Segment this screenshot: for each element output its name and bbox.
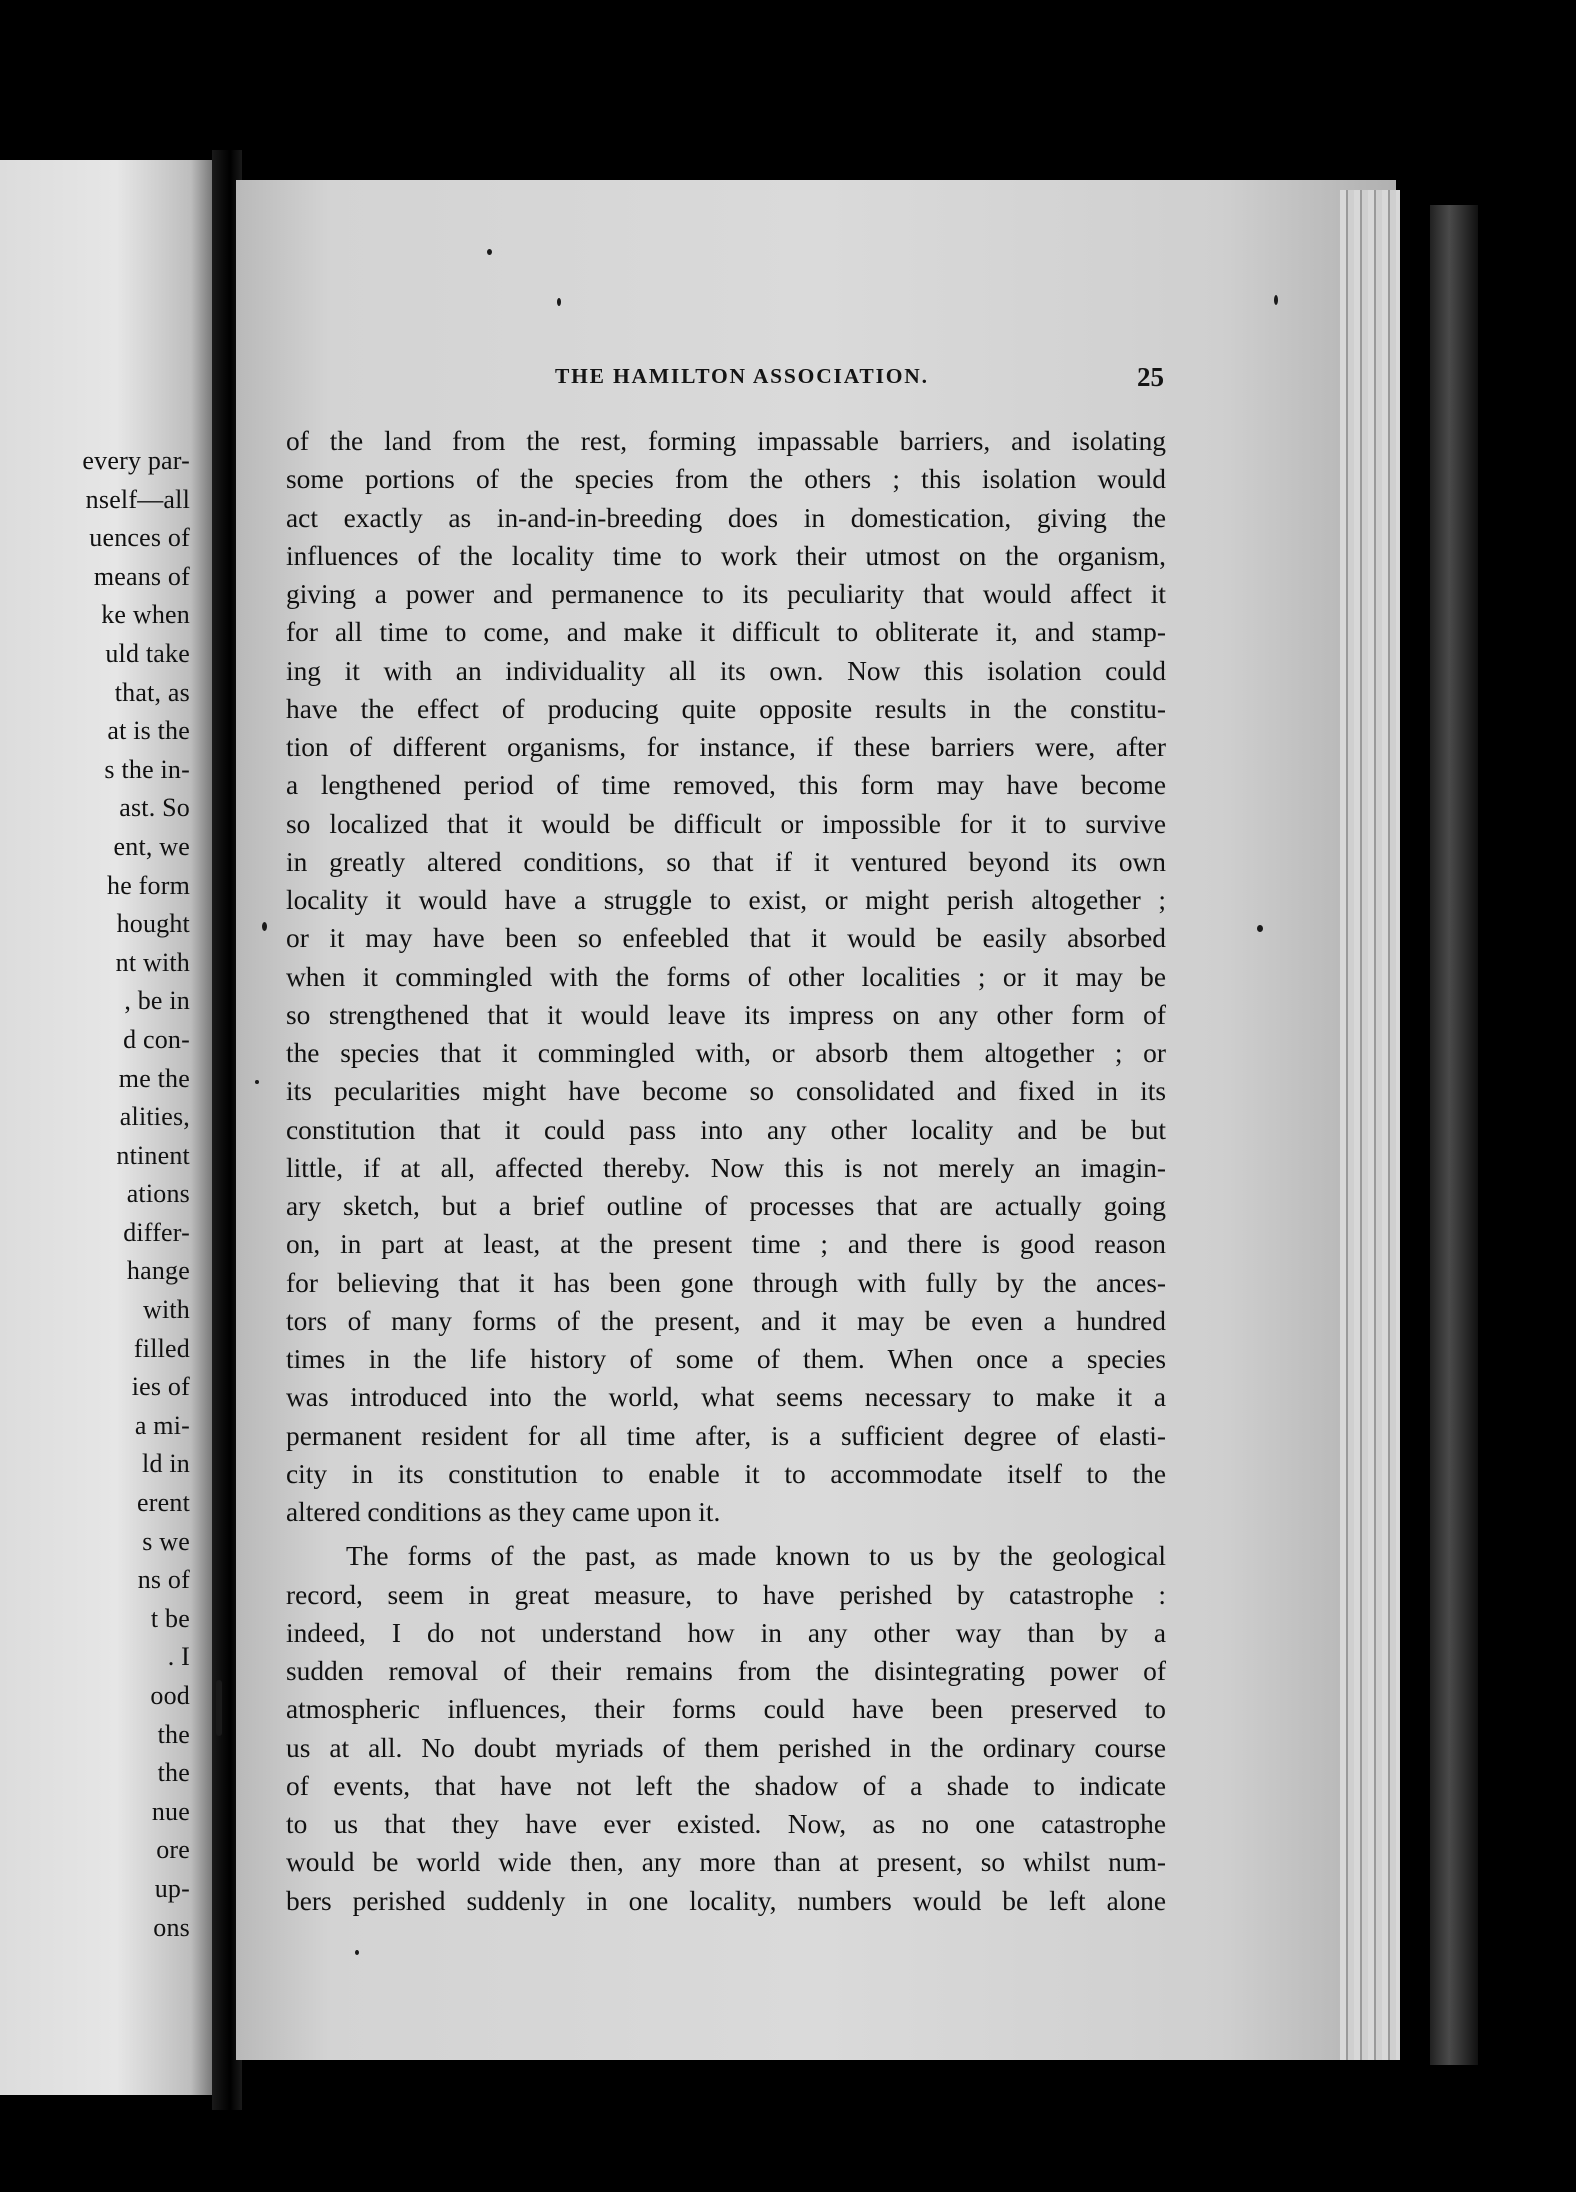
body-line: city in its constitution to enable it to accommodate itself to the xyxy=(286,1458,1166,1489)
left-text-line: the xyxy=(157,1719,190,1749)
body-line: so strengthened that it would leave its impress on any other form of xyxy=(286,999,1166,1030)
left-text-line: s the in- xyxy=(104,754,190,784)
scan-speck xyxy=(557,298,561,306)
left-text-line: means of xyxy=(93,561,190,591)
left-text-line: ld in xyxy=(142,1449,190,1479)
right-page-shadow xyxy=(1430,205,1478,2065)
body-line: the species that it commingled with, or absorb them altogether ; or xyxy=(286,1038,1166,1068)
left-text-line: with xyxy=(142,1295,190,1325)
scan-speck xyxy=(255,1080,259,1084)
scan-speck xyxy=(216,1680,222,1736)
running-head: THE HAMILTON ASSOCIATION. xyxy=(555,364,929,388)
body-line: ing it with an individuality all its own. Now this isolation could xyxy=(286,655,1166,686)
left-text-line: me the xyxy=(118,1063,190,1093)
scan-speck xyxy=(262,922,267,931)
body-line: atmospheric influences, their forms could have been preserved to xyxy=(286,1694,1166,1725)
left-text-line: nself—all xyxy=(85,484,190,514)
left-text-line: ent, we xyxy=(113,831,190,861)
left-text-line: d con- xyxy=(123,1024,190,1054)
body-text xyxy=(286,422,1166,1920)
left-text-line: ntinent xyxy=(116,1140,190,1170)
body-line: so localized that it would be difficult or impossible for it to survive xyxy=(286,808,1166,839)
body-line: The forms of the past, as made known to us by the geological xyxy=(346,1541,1166,1572)
left-text-line: up- xyxy=(154,1873,190,1903)
body-line: of the land from the rest, forming impassable barriers, and isolating xyxy=(286,426,1166,456)
body-line: constitution that it could pass into any other locality and be but xyxy=(286,1114,1166,1145)
body-line: locality it would have a struggle to exist, or might perish altogether ; xyxy=(286,885,1166,915)
body-line: some portions of the species from the others ; this isolation would xyxy=(286,464,1166,495)
body-line: influences of the locality time to work their utmost on the organism, xyxy=(286,540,1166,571)
left-text-line: nt with xyxy=(115,947,190,977)
left-text-line: nue xyxy=(151,1796,190,1826)
scan-speck xyxy=(355,1950,359,1955)
body-line: or it may have been so enfeebled that it would be easily absorbed xyxy=(286,923,1166,954)
left-text-line: a mi- xyxy=(134,1410,190,1440)
body-line: tors of many forms of the present, and it may be even a hundred xyxy=(286,1305,1166,1336)
body-line: little, if at all, affected thereby. Now this is not merely an imagin- xyxy=(286,1152,1166,1183)
body-line: of events, that have not left the shadow of a shade to indicate xyxy=(286,1770,1166,1801)
left-text-line: ies of xyxy=(131,1372,190,1402)
body-line: its pecularities might have become so consolidated and fixed in its xyxy=(286,1076,1166,1107)
left-facing-page xyxy=(0,160,212,2095)
body-line: us at all. No doubt myriads of them perished in the ordinary course xyxy=(286,1732,1166,1763)
left-text-line: hought xyxy=(116,909,190,939)
left-text-line: ke when xyxy=(101,600,190,630)
body-line: bers perished suddenly in one locality, numbers would be left alone xyxy=(286,1885,1166,1916)
body-line: would be world wide then, any more than at present, so whilst num- xyxy=(286,1847,1166,1878)
left-text-line: every par- xyxy=(82,446,190,475)
body-line: a lengthened period of time removed, this form may have become xyxy=(286,770,1166,801)
body-line: on, in part at least, at the present time ; and there is good reason xyxy=(286,1229,1166,1260)
left-text-line: ood xyxy=(150,1681,190,1710)
page-number: 25 xyxy=(1137,362,1164,392)
body-line: for believing that it has been gone through with fully by the ances- xyxy=(286,1267,1166,1298)
left-text-line: erent xyxy=(137,1488,190,1518)
left-text-line: at is the xyxy=(107,716,190,746)
left-text-line: ns of xyxy=(137,1565,190,1595)
body-line: times in the life history of some of them. When once a species xyxy=(286,1344,1166,1374)
body-line: indeed, I do not understand how in any other way than by a xyxy=(286,1617,1166,1648)
body-line: altered conditions as they came upon it. xyxy=(286,1497,721,1527)
left-text-line: ast. So xyxy=(119,793,190,823)
body-line: tion of different organisms, for instance, if these barriers were, after xyxy=(286,732,1166,762)
scan-speck xyxy=(1274,295,1278,305)
left-text-line: ations xyxy=(126,1179,190,1209)
body-line: sudden removal of their remains from the disintegrating power of xyxy=(286,1656,1166,1686)
scan-speck xyxy=(1257,925,1263,932)
left-text-line: that, as xyxy=(114,677,190,707)
left-text-line: alities, xyxy=(119,1102,190,1132)
left-text-line: t be xyxy=(150,1603,190,1633)
left-text-line: ore xyxy=(156,1835,190,1865)
left-text-line: ons xyxy=(153,1912,190,1942)
body-line: permanent resident for all time after, is a sufficient degree of elasti- xyxy=(286,1420,1166,1451)
body-line: act exactly as in-and-in-breeding does in domestication, giving the xyxy=(286,502,1166,533)
left-text-line: differ- xyxy=(123,1217,190,1247)
left-text-line: filled xyxy=(133,1333,190,1363)
left-text-line: he form xyxy=(107,870,190,900)
body-line: giving a power and permanence to its peculiarity that would affect it xyxy=(286,579,1166,609)
body-line: to us that they have ever existed. Now, as no one catastrophe xyxy=(286,1809,1166,1839)
left-text-line: hange xyxy=(126,1256,190,1286)
left-text-line: uences of xyxy=(89,523,190,553)
left-text-line: s we xyxy=(142,1526,190,1556)
body-line: ary sketch, but a brief outline of processes that are actually going xyxy=(286,1191,1166,1221)
body-line: record, seem in great measure, to have perished by catastrophe : xyxy=(286,1579,1166,1610)
body-line: have the effect of producing quite opposite results in the constitu- xyxy=(286,693,1166,724)
body-line: when it commingled with the forms of other localities ; or it may be xyxy=(286,961,1166,992)
page-edges xyxy=(1340,190,1400,2060)
body-line: for all time to come, and make it difficult to obliterate it, and stamp- xyxy=(286,617,1166,648)
left-page-text xyxy=(82,442,190,1947)
body-line: in greatly altered conditions, so that if it ventured beyond its own xyxy=(286,846,1166,877)
left-text-line: , be in xyxy=(124,986,190,1016)
left-text-line: uld take xyxy=(105,638,190,668)
left-text-line: the xyxy=(157,1758,190,1788)
body-line: was introduced into the world, what seems necessary to make it a xyxy=(286,1382,1166,1413)
scan-speck xyxy=(487,249,492,255)
left-text-line: . I xyxy=(167,1642,190,1672)
